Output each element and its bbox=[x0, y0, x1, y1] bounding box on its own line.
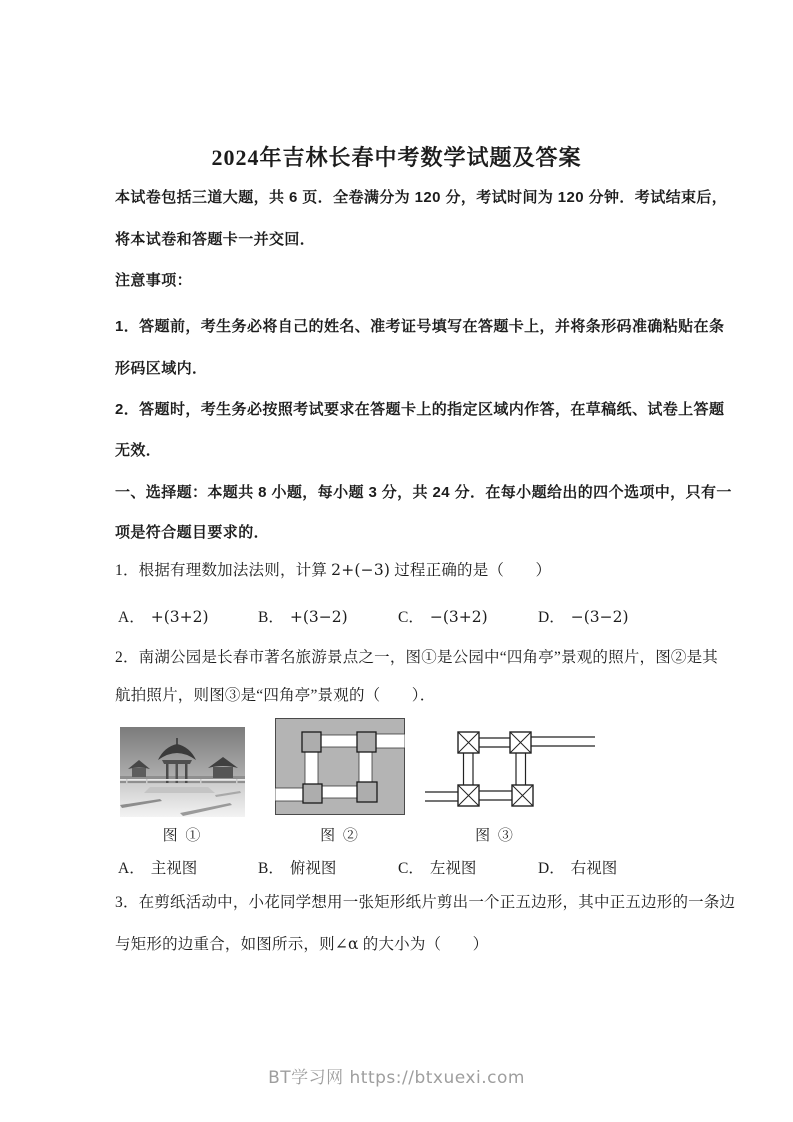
q2-option-d: D． 右视图 bbox=[538, 860, 618, 877]
figure2-caption: 图 ② bbox=[320, 828, 360, 844]
q3-stem-line2 bbox=[115, 934, 715, 954]
q3-stem-line1: 3．在剪纸活动中，小花同学想用一张矩形纸片剪出一个正五边形，其中正五边形的一条边 bbox=[115, 894, 736, 911]
intro-line-1: 本试卷包括三道大题，共 6 页．全卷满分为 120 分，考试时间为 120 分钟．考试结束后， bbox=[115, 189, 728, 206]
q2-option-c: C． 左视图 bbox=[398, 860, 477, 877]
aerial-path-right bbox=[374, 734, 405, 748]
section1-header-line2: 项是符合题目要求的． bbox=[115, 524, 270, 541]
aerial-pavilion-top-right bbox=[357, 732, 376, 752]
figure-pavilion-photo bbox=[120, 727, 245, 817]
page-title: 2024年吉林长春中考数学试题及答案 bbox=[211, 145, 582, 170]
q1-option-a: A． +(3+2) bbox=[118, 608, 209, 626]
q3-angle-alpha: ∠α bbox=[334, 935, 359, 953]
intro-line-2: 将本试卷和答题卡一并交回． bbox=[115, 231, 316, 248]
photo-fence-rail bbox=[120, 779, 245, 781]
q1-options bbox=[118, 605, 718, 627]
figure3-caption: 图 ③ bbox=[475, 828, 515, 844]
notice-heading: 注意事项： bbox=[115, 272, 193, 289]
q1-stem-suffix: 过程正确的是（ ） bbox=[390, 562, 552, 579]
q2-options bbox=[118, 856, 718, 878]
aerial-pavilion-bottom-right bbox=[357, 782, 377, 802]
q1-stem-prefix: 1．根据有理数加法法则，计算 bbox=[115, 562, 332, 579]
q1-stem-math: 2+(−3) bbox=[331, 561, 391, 579]
q3-stem-line2-prefix: 与矩形的边重合，如图所示，则 bbox=[115, 936, 335, 953]
aerial-pavilion-bottom-left bbox=[303, 784, 322, 803]
footer-site-name: BT学习网 bbox=[268, 1068, 344, 1088]
aerial-pavilion-top-left bbox=[302, 732, 321, 752]
figure1-caption: 图 ① bbox=[162, 828, 203, 844]
footer-watermark bbox=[0, 1063, 793, 1088]
notice-item2-line2: 无效． bbox=[115, 442, 162, 459]
notice-item1-line1: 1．答题前，考生务必将自己的姓名、准考证号填写在答题卡上，并将条形码准确粘贴在条 bbox=[115, 318, 725, 335]
q2-option-a: A． 主视图 bbox=[118, 860, 198, 877]
figure-aerial-view bbox=[275, 718, 405, 815]
figure-top-view-diagram bbox=[425, 714, 595, 809]
top-view-diagram-image bbox=[425, 714, 595, 809]
q1-option-b: B． +(3−2) bbox=[258, 608, 348, 626]
notice-item1-line2: 形码区域内． bbox=[115, 360, 208, 377]
q1-option-c: C． −(3+2) bbox=[398, 608, 488, 626]
aerial-view-image bbox=[275, 718, 405, 815]
q1-option-d: D． −(3−2) bbox=[538, 608, 629, 626]
notice-item2-line1: 2．答题时，考生务必按照考试要求在答题卡上的指定区域内作答，在草稿纸、试卷上答题 bbox=[115, 401, 725, 418]
pavilion-photo-image bbox=[120, 727, 245, 817]
section1-header-line1: 一、选择题：本题共 8 小题，每小题 3 分，共 24 分．在每小题给出的四个选项中，只有一 bbox=[115, 484, 732, 501]
q3-stem-line2-suffix: 的大小为（ ） bbox=[358, 936, 489, 953]
footer-site-url: https://btxuexi.com bbox=[349, 1068, 525, 1088]
aerial-path-left bbox=[275, 788, 305, 801]
q1-stem bbox=[115, 560, 715, 580]
q2-stem-line1: 2．南湖公园是长春市著名旅游景点之一，图①是公园中“四角亭”景观的照片，图②是其 bbox=[115, 649, 719, 666]
q2-option-b: B． 俯视图 bbox=[258, 860, 337, 877]
q2-stem-line2: 航拍照片，则图③是“四角亭”景观的（ ）． bbox=[115, 687, 436, 704]
